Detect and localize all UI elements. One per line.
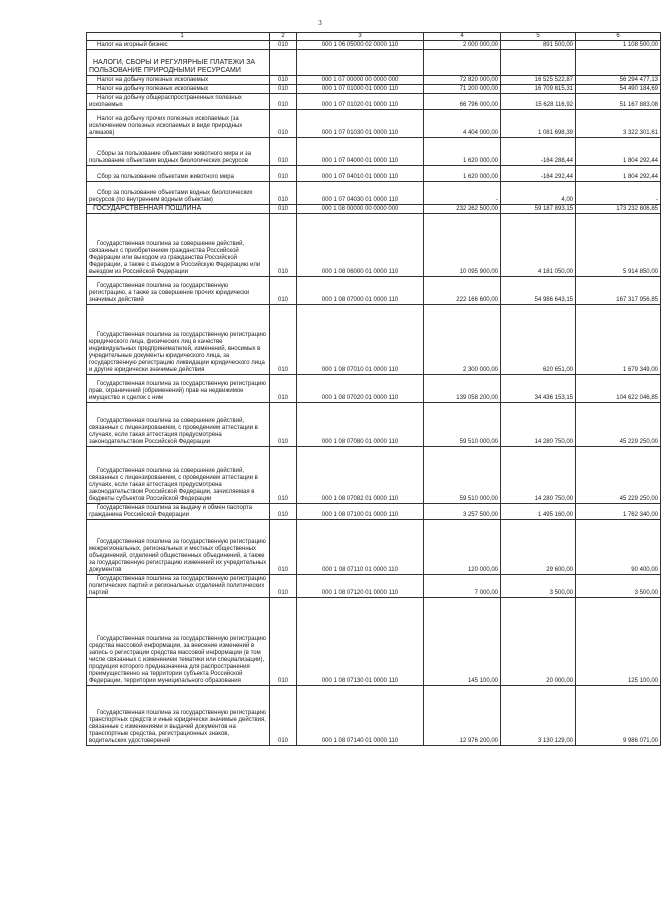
row-approved-amount: 120 000,00 (424, 520, 501, 575)
row-approved-amount: 3 257 500,00 (424, 504, 501, 520)
row-approved-amount: 59 510 000,00 (424, 447, 501, 504)
row-approved-amount: 1 620 000,00 (424, 138, 501, 166)
column-number-4: 4 (424, 33, 501, 41)
row-executed-amount: 15 628 116,92 (501, 94, 576, 110)
row-unexecuted-amount: 54 490 184,69 (576, 85, 661, 94)
column-number-row (87, 33, 661, 41)
table-row (87, 138, 661, 166)
row-approved-amount: - (424, 182, 501, 205)
table-row (87, 686, 661, 746)
row-classification-code: 000 1 08 07080 01 0000 110 (297, 403, 424, 447)
row-name: НАЛОГИ, СБОРЫ И РЕГУЛЯРНЫЕ ПЛАТЕЖИ ЗА ПОЛЬЗОВАНИЕ ПРИРОДНЫМИ РЕСУРСАМИ (87, 50, 270, 76)
row-unexecuted-amount: 167 317 956,85 (576, 277, 661, 305)
row-executed-amount: 54 986 643,15 (501, 277, 576, 305)
row-approved-amount: 4 404 000,00 (424, 110, 501, 138)
column-number-3: 3 (297, 33, 424, 41)
table-row (87, 214, 661, 277)
row-executed-amount: 16 709 815,31 (501, 85, 576, 94)
table-row (87, 598, 661, 686)
row-classification-code: 000 1 08 07010 01 0000 110 (297, 305, 424, 375)
budget-execution-table (86, 32, 661, 746)
row-approved-amount: 7 000,00 (424, 575, 501, 598)
table-row (87, 305, 661, 375)
row-line-code: 010 (270, 305, 297, 375)
table-row (87, 76, 661, 85)
row-executed-amount: 20 000,00 (501, 598, 576, 686)
row-unexecuted-amount: 45 229 250,00 (576, 447, 661, 504)
row-unexecuted-amount: 9 986 071,00 (576, 686, 661, 746)
row-name: Налог на добычу прочих полезных ископаемых (за исключением полезных ископаемых в виде природных алмазов) (87, 110, 270, 138)
table-row (87, 504, 661, 520)
table-row (87, 205, 661, 214)
row-classification-code: 000 1 07 01020 01 0000 110 (297, 94, 424, 110)
row-name: Государственная пошлина за государственную регистрацию, а также за совершение прочих юридически значимых действий (87, 277, 270, 305)
row-executed-amount: 4,00 (501, 182, 576, 205)
row-line-code: 010 (270, 110, 297, 138)
row-unexecuted-amount: 1 804 292,44 (576, 166, 661, 182)
row-approved-amount: 145 100,00 (424, 598, 501, 686)
row-executed-amount: 620 651,00 (501, 305, 576, 375)
table-row (87, 166, 661, 182)
row-classification-code: 000 1 06 05000 02 0000 110 (297, 41, 424, 50)
row-line-code: 010 (270, 520, 297, 575)
row-unexecuted-amount: 51 167 883,08 (576, 94, 661, 110)
row-unexecuted-amount: 90 400,00 (576, 520, 661, 575)
row-name: Государственная пошлина за государственную регистрацию юридического лица, физических лиц в качестве индивидуальных предпринимателей, изменений, вносимых в учредительные документы юридического лица, за государственную регистрацию ликвидации юридического лица и другие юридически значимые действия (87, 305, 270, 375)
row-name: Государственная пошлина за государственную регистрацию средства массовой информации, за внесение изменений в запись о регистрации средства массовой информации (в том числе связанных с изменением тематики или специализации), продукция которого предназначена для распространения преимущественно на территории субъекта Российской Федерации, территории муниципального образования (87, 598, 270, 686)
row-classification-code: 000 1 08 07130 01 0000 110 (297, 598, 424, 686)
row-classification-code: 000 1 08 07000 01 0000 110 (297, 277, 424, 305)
row-line-code: 010 (270, 41, 297, 50)
row-executed-amount (501, 50, 576, 76)
row-unexecuted-amount (576, 50, 661, 76)
row-line-code: 010 (270, 205, 297, 214)
table-body (87, 33, 661, 746)
row-name: Государственная пошлина за совершение действий, связанных с лицензированием, с проведением аттестации в случаях, если такая аттестация предусмотрена законодательством Российской Федерации (87, 403, 270, 447)
row-line-code: 010 (270, 504, 297, 520)
row-approved-amount: 71 200 000,00 (424, 85, 501, 94)
row-line-code: 010 (270, 277, 297, 305)
row-classification-code: 000 1 08 07020 01 0000 110 (297, 375, 424, 403)
table-row (87, 277, 661, 305)
row-approved-amount: 1 620 000,00 (424, 166, 501, 182)
row-classification-code: 000 1 07 00000 00 0000 000 (297, 76, 424, 85)
row-line-code: 010 (270, 76, 297, 85)
row-name: Налог на добычу полезных ископаемых (87, 76, 270, 85)
row-unexecuted-amount: 1 762 340,00 (576, 504, 661, 520)
row-classification-code: 000 1 07 01030 01 0000 110 (297, 110, 424, 138)
table-row (87, 575, 661, 598)
row-classification-code: 000 1 08 06000 01 0000 110 (297, 214, 424, 277)
row-name: Сбор за пользование объектами животного мира (87, 166, 270, 182)
row-line-code: 010 (270, 447, 297, 504)
row-approved-amount: 139 058 200,00 (424, 375, 501, 403)
table-row (87, 403, 661, 447)
row-executed-amount: 3 500,00 (501, 575, 576, 598)
row-classification-code: 000 1 07 04000 01 0000 110 (297, 138, 424, 166)
row-executed-amount: -184 292,44 (501, 166, 576, 182)
table-row (87, 41, 661, 50)
row-line-code: 010 (270, 375, 297, 403)
row-line-code: 010 (270, 182, 297, 205)
table-row (87, 520, 661, 575)
row-name: Налог на добычу общераспространенных полезных ископаемых (87, 94, 270, 110)
row-name: Государственная пошлина за выдачу и обмен паспорта гражданина Российской Федерации (87, 504, 270, 520)
row-name: Налог на игорный бизнес (87, 41, 270, 50)
column-number-6: 6 (576, 33, 661, 41)
row-classification-code: 000 1 07 01000 01 0000 110 (297, 85, 424, 94)
row-executed-amount: 14 280 750,00 (501, 403, 576, 447)
row-line-code: 010 (270, 166, 297, 182)
row-unexecuted-amount: 1 804 292,44 (576, 138, 661, 166)
row-approved-amount: 10 095 900,00 (424, 214, 501, 277)
row-classification-code: 000 1 08 07110 01 0000 110 (297, 520, 424, 575)
row-unexecuted-amount: 3 500,00 (576, 575, 661, 598)
row-name: Государственная пошлина за совершение действий, связанных с лицензированием, с проведением аттестации в случаях, если такая аттестация предусмотрена законодательством Российской Федерации, зачисляемая в бюджеты субъектов Российской Федерации (87, 447, 270, 504)
row-name: Государственная пошлина за совершение действий, связанных с приобретением гражданства Российской Федерации или выходом из гражданства Российской Федерации, а также с въездом в Российскую Федерацию или выездом из Российской Федерации (87, 214, 270, 277)
row-line-code: 010 (270, 85, 297, 94)
row-name: Государственная пошлина за государственную регистрацию политических партий и региональных отделений политических партий (87, 575, 270, 598)
row-line-code: 010 (270, 403, 297, 447)
row-unexecuted-amount: 104 622 046,85 (576, 375, 661, 403)
row-classification-code: 000 1 08 07120 01 0000 110 (297, 575, 424, 598)
row-approved-amount: 232 262 500,00 (424, 205, 501, 214)
table-row (87, 94, 661, 110)
row-executed-amount: 1 081 698,39 (501, 110, 576, 138)
row-name: Налог на добычу полезных ископаемых (87, 85, 270, 94)
row-executed-amount: 59 187 893,15 (501, 205, 576, 214)
row-approved-amount: 59 510 000,00 (424, 403, 501, 447)
row-name: Государственная пошлина за государственную регистрацию прав, ограничений (обременений) прав на недвижимое имущество и сделок с ним (87, 375, 270, 403)
row-line-code: 010 (270, 575, 297, 598)
row-unexecuted-amount: 173 232 806,85 (576, 205, 661, 214)
row-name: Сборы за пользование объектами животного мира и за пользование объектами водных биологических ресурсов (87, 138, 270, 166)
row-approved-amount: 222 166 600,00 (424, 277, 501, 305)
row-executed-amount: 34 436 153,15 (501, 375, 576, 403)
row-unexecuted-amount: 5 914 850,00 (576, 214, 661, 277)
row-name: Государственная пошлина за государственную регистрацию транспортных средств и иные юридически значимые действия, связанные с изменениями и выдачей документов на транспортные средства, регистрационных знаков, водительских удостоверений (87, 686, 270, 746)
row-line-code: 010 (270, 214, 297, 277)
row-line-code (270, 50, 297, 76)
row-executed-amount: -184 288,44 (501, 138, 576, 166)
row-unexecuted-amount: 56 294 477,13 (576, 76, 661, 85)
row-approved-amount (424, 50, 501, 76)
row-classification-code: 000 1 08 07082 01 0000 110 (297, 447, 424, 504)
row-unexecuted-amount: 3 322 301,61 (576, 110, 661, 138)
row-classification-code (297, 50, 424, 76)
row-name: Сбор за пользование объектами водных биологических ресурсов (по внутренним водным объектам) (87, 182, 270, 205)
row-name: ГОСУДАРСТВЕННАЯ ПОШЛИНА (87, 205, 270, 214)
row-name: Государственная пошлина за государственную регистрацию межрегиональных, региональных и местных общественных объединений, отделений общественных объединений, а также за государственную регистрацию изменений их учредительных документов (87, 520, 270, 575)
row-unexecuted-amount: 125 100,00 (576, 598, 661, 686)
row-approved-amount: 2 000 000,00 (424, 41, 501, 50)
row-approved-amount: 66 796 000,00 (424, 94, 501, 110)
row-classification-code: 000 1 07 04030 01 0000 110 (297, 182, 424, 205)
column-number-1: 1 (87, 33, 270, 41)
row-unexecuted-amount: - (576, 182, 661, 205)
table-row (87, 447, 661, 504)
row-unexecuted-amount: 45 229 250,00 (576, 403, 661, 447)
row-executed-amount: 3 130 129,00 (501, 686, 576, 746)
row-executed-amount: 14 280 750,00 (501, 447, 576, 504)
row-executed-amount: 891 500,00 (501, 41, 576, 50)
page-number: 3 (318, 19, 322, 27)
row-executed-amount: 16 525 522,87 (501, 76, 576, 85)
row-line-code: 010 (270, 598, 297, 686)
column-number-2: 2 (270, 33, 297, 41)
row-unexecuted-amount: 1 679 349,00 (576, 305, 661, 375)
row-unexecuted-amount: 1 108 500,00 (576, 41, 661, 50)
row-approved-amount: 12 976 200,00 (424, 686, 501, 746)
row-executed-amount: 1 495 160,00 (501, 504, 576, 520)
row-executed-amount: 4 181 050,00 (501, 214, 576, 277)
row-classification-code: 000 1 08 00000 00 0000 000 (297, 205, 424, 214)
row-classification-code: 000 1 07 04010 01 0000 110 (297, 166, 424, 182)
table-row (87, 182, 661, 205)
table-row (87, 85, 661, 94)
row-line-code: 010 (270, 138, 297, 166)
row-classification-code: 000 1 08 07100 01 0000 110 (297, 504, 424, 520)
row-classification-code: 000 1 08 07140 01 0000 110 (297, 686, 424, 746)
row-approved-amount: 2 300 000,00 (424, 305, 501, 375)
table-row (87, 50, 661, 76)
table-row (87, 375, 661, 403)
row-approved-amount: 72 820 000,00 (424, 76, 501, 85)
row-line-code: 010 (270, 686, 297, 746)
table-row (87, 110, 661, 138)
column-number-5: 5 (501, 33, 576, 41)
row-line-code: 010 (270, 94, 297, 110)
row-executed-amount: 29 600,00 (501, 520, 576, 575)
